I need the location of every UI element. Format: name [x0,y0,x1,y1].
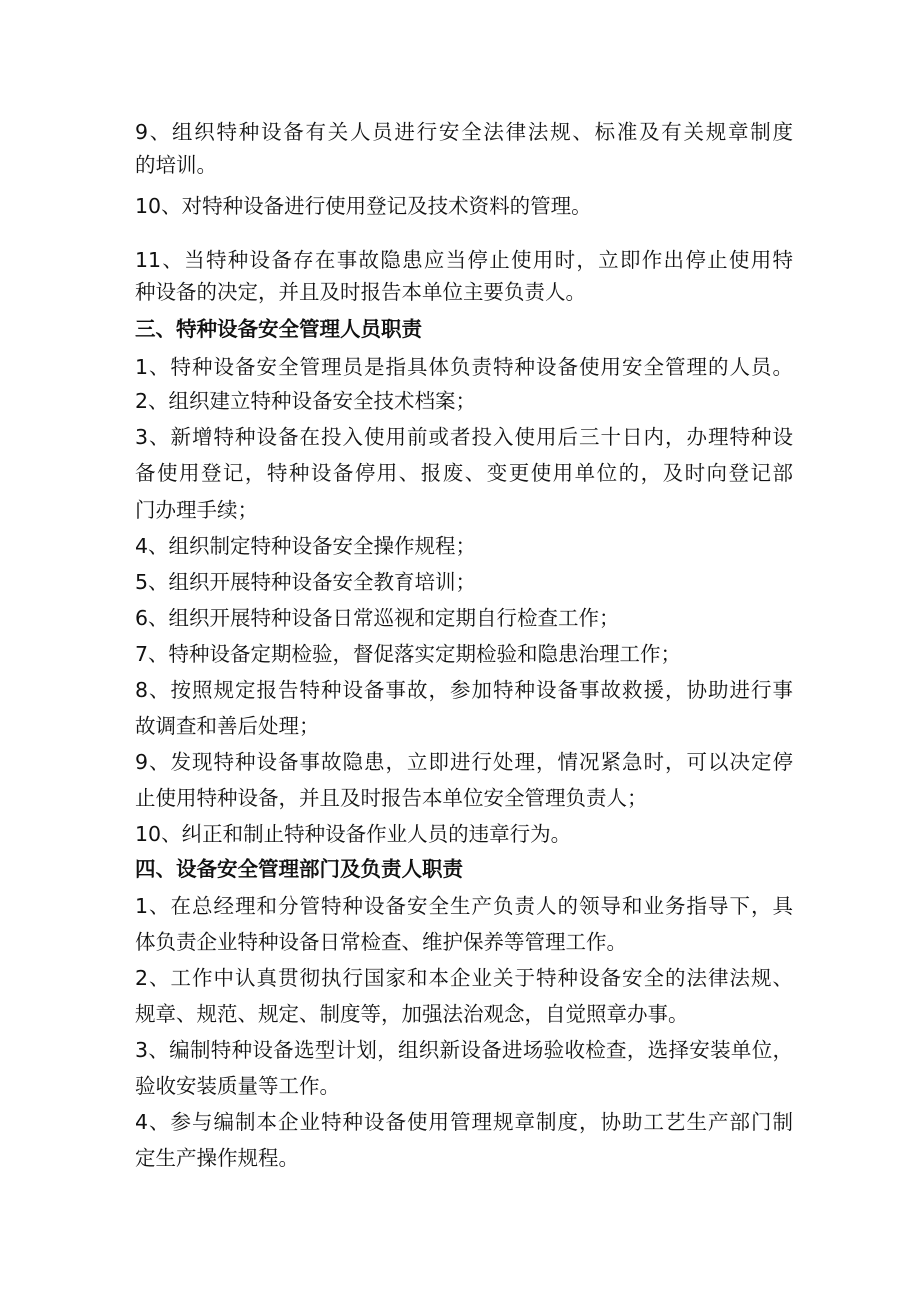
paragraph-line: 定生产操作规程。 [135,1146,299,1170]
paragraph-line: 1、在总经理和分管特种设备安全生产负责人的领导和业务指导下，具 [135,894,793,918]
paragraph-line: 11、当特种设备存在事故隐患应当停止使用时，立即作出停止使用特 [135,248,793,272]
paragraph-line: 4、参与编制本企业特种设备使用管理规章制度，协助工艺生产部门制 [135,1110,793,1134]
paragraph-line: 5、组织开展特种设备安全教育培训； [135,570,477,594]
paragraph-line: 10、纠正和制止特种设备作业人员的违章行为。 [135,822,572,846]
paragraph-line: 2、工作中认真贯彻执行国家和本企业关于特种设备安全的法律法规、 [135,966,793,990]
paragraph-line: 的培训。 [135,153,217,177]
paragraph-line: 止使用特种设备，并且及时报告本单位安全管理负责人； [135,786,648,810]
paragraph-line: 种设备的决定，并且及时报告本单位主要负责人。 [135,280,586,304]
paragraph-line: 门办理手续； [135,498,258,522]
paragraph-line: 2、组织建立特种设备安全技术档案； [135,389,477,413]
paragraph-line: 7、特种设备定期检验，督促落实定期检验和隐患治理工作； [135,642,682,666]
paragraph-line: 8、按照规定报告特种设备事故，参加特种设备事故救援，协助进行事 [135,678,793,702]
paragraph-line: 10、对特种设备进行使用登记及技术资料的管理。 [135,194,592,218]
paragraph-line: 体负责企业特种设备日常检查、维护保养等管理工作。 [135,930,627,954]
paragraph-line: 3、新增特种设备在投入使用前或者投入使用后三十日内，办理特种设 [135,425,793,449]
paragraph-line: 3、编制特种设备选型计划，组织新设备进场验收检查，选择安装单位， [135,1038,793,1062]
paragraph-line: 6、组织开展特种设备日常巡视和定期自行检查工作； [135,606,620,630]
paragraph-line: 9、发现特种设备事故隐患，立即进行处理，情况紧急时，可以决定停 [135,750,793,774]
paragraph-line: 1、特种设备安全管理员是指具体负责特种设备使用安全管理的人员。 [135,355,793,379]
section-heading: 四、设备安全管理部门及负责人职责 [135,857,463,881]
paragraph-line: 9、组织特种设备有关人员进行安全法律法规、标准及有关规章制度 [135,120,793,144]
paragraph-line: 4、组织制定特种设备安全操作规程； [135,534,477,558]
paragraph-line: 规章、规范、规定、制度等，加强法治观念，自觉照章办事。 [135,1002,689,1026]
paragraph-line: 备使用登记，特种设备停用、报废、变更使用单位的，及时向登记部 [135,461,793,485]
section-heading: 三、特种设备安全管理人员职责 [135,317,422,341]
paragraph-line: 验收安装质量等工作。 [135,1074,340,1098]
paragraph-line: 故调查和善后处理； [135,714,320,738]
